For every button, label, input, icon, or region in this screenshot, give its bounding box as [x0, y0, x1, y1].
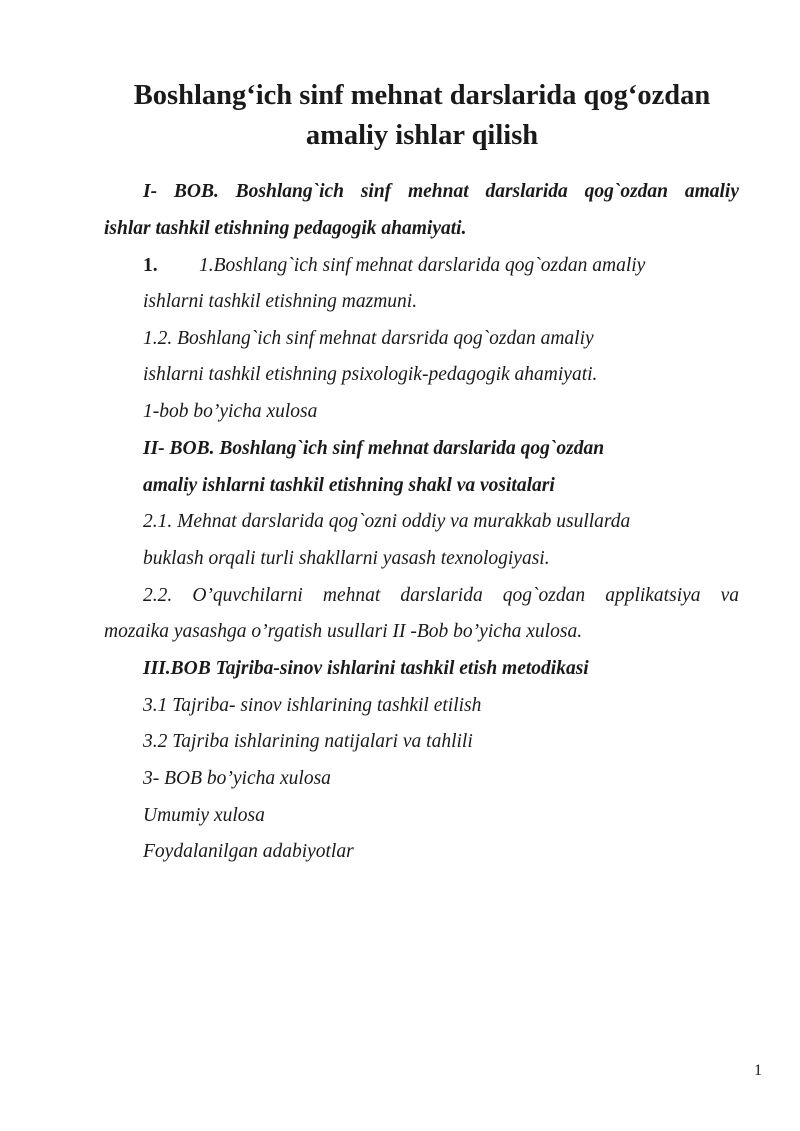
general-conclusion: Umumiy xulosa: [143, 805, 265, 826]
section-3-2: 3.2 Tajriba ishlarining natijalari va tahlili: [143, 731, 473, 752]
section-2-1-line-2: buklash orqali turli shakllarni yasash texnologiyasi.: [143, 548, 550, 569]
title-line-2: amaliy ishlar qilish: [305, 120, 539, 151]
chapter-2-heading-line-1: II- BOB. Boshlang`ich sinf mehnat darslarida qog`ozdan: [143, 438, 605, 459]
chapter-3-heading: III.BOB Tajriba-sinov ishlarini tashkil etish metodikasi: [143, 658, 589, 679]
section-1-1-line-2: ishlarni tashkil etishning mazmuni.: [143, 291, 418, 312]
section-1-2-line-1: 1.2. Boshlang`ich sinf mehnat darsrida qog`ozdan amaliy: [143, 328, 594, 349]
references: Foydalanilgan adabiyotlar: [143, 841, 354, 862]
section-2-2-line-2: mozaika yasashga o’rgatish usullari II -Bob bo’yicha xulosa.: [104, 621, 583, 642]
section-1-1-number: 1.: [143, 255, 158, 276]
chapter-1-summary: 1-bob bo’yicha xulosa: [143, 401, 318, 422]
title-line-1: Boshlang‘ich sinf mehnat darslarida qog‘ozdan: [133, 80, 711, 111]
page-number: 1: [754, 1062, 762, 1079]
chapter-1-heading-line-2: ishlar tashkil etishning pedagogik ahamiyati.: [104, 218, 467, 239]
section-1-1: [143, 254, 645, 278]
section-2-2-line-1: 2.2. O’quvchilarni mehnat darslarida qog`ozdan applikatsiya va: [143, 585, 739, 606]
section-1-2-line-2: ishlarni tashkil etishning psixologik-pedagogik ahamiyati.: [143, 364, 598, 385]
section-1-1-line-1: 1.Boshlang`ich sinf mehnat darslarida qog`ozdan amaliy: [199, 255, 646, 276]
section-2-1-line-1: 2.1. Mehnat darslarida qog`ozni oddiy va murakkab usullarda: [143, 511, 631, 532]
chapter-3-summary: 3- BOB bo’yicha xulosa: [143, 768, 331, 789]
chapter-1-heading-line-1: I- BOB. Boshlang`ich sinf mehnat darslarida qog`ozdan amaliy: [143, 181, 739, 202]
section-3-1: 3.1 Tajriba- sinov ishlarining tashkil etilish: [143, 695, 482, 716]
chapter-2-heading-line-2: amaliy ishlarni tashkil etishning shakl va vositalari: [143, 475, 555, 496]
